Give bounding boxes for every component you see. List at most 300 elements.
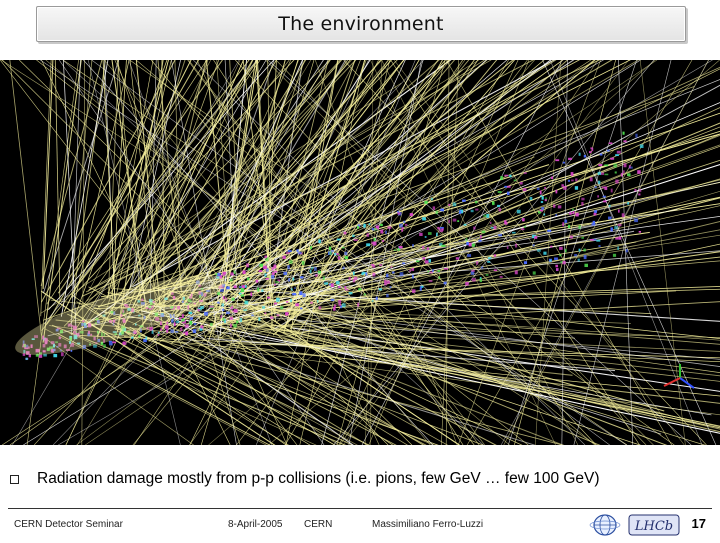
detector-hit	[180, 327, 182, 331]
detector-hit	[166, 329, 168, 333]
detector-hit	[505, 222, 508, 225]
detector-hit	[286, 301, 288, 303]
detector-hit	[297, 249, 299, 252]
detector-hit	[234, 309, 238, 313]
detector-hit	[540, 210, 543, 212]
detector-hit	[283, 272, 287, 275]
detector-hit	[568, 158, 572, 160]
detector-hit	[480, 279, 482, 283]
detector-hit	[581, 237, 584, 239]
detector-hit	[563, 162, 565, 164]
detector-hit	[629, 165, 631, 168]
detector-hit	[376, 297, 378, 300]
detector-hit	[419, 233, 422, 236]
detector-hit	[380, 224, 383, 226]
detector-hit	[524, 261, 527, 264]
detector-hit	[251, 314, 253, 316]
detector-hit	[345, 256, 348, 259]
detector-hit	[277, 314, 280, 316]
detector-hit	[467, 254, 471, 257]
detector-hit	[405, 224, 407, 226]
detector-hit	[464, 224, 467, 226]
detector-hit	[412, 289, 416, 293]
detector-hit	[522, 218, 525, 221]
detector-hit	[310, 246, 312, 249]
detector-hit	[282, 256, 285, 259]
detector-hit	[318, 239, 320, 243]
detector-hit	[615, 237, 618, 239]
detector-hit	[259, 264, 263, 267]
detector-hit	[507, 246, 509, 249]
detector-hit	[246, 263, 249, 267]
detector-hit	[483, 215, 486, 217]
detector-hit	[353, 272, 355, 276]
detector-hit	[314, 267, 317, 271]
detector-hit	[571, 172, 574, 176]
detector-hit	[439, 276, 441, 278]
detector-hit	[402, 227, 404, 229]
detector-hit	[627, 202, 629, 204]
detector-hit	[343, 267, 345, 269]
detector-hit	[537, 249, 541, 252]
detector-hit	[512, 232, 516, 234]
detector-hit	[523, 188, 526, 191]
detector-hit	[152, 330, 154, 334]
detector-hit	[302, 261, 305, 265]
detector-hit	[261, 289, 263, 292]
detector-hit	[432, 269, 434, 272]
detector-hit	[409, 269, 411, 272]
detector-hit	[471, 244, 475, 247]
detector-hit	[627, 173, 631, 176]
detector-hit	[623, 170, 625, 173]
detector-hit	[338, 256, 340, 260]
detector-hit	[500, 176, 503, 180]
detector-hit	[230, 305, 233, 309]
detector-hit	[391, 266, 393, 268]
detector-hit	[611, 189, 613, 193]
detector-hit	[412, 244, 414, 247]
footer-event: CERN Detector Seminar	[14, 519, 123, 530]
detector-hit	[507, 186, 511, 188]
detector-hit	[276, 298, 280, 302]
detector-hit	[584, 155, 586, 158]
detector-hit	[109, 342, 113, 345]
detector-hit	[185, 324, 189, 327]
detector-hit	[541, 201, 543, 203]
detector-hit	[428, 271, 430, 273]
detector-hit	[609, 205, 611, 207]
detector-hit	[123, 341, 127, 345]
detector-hit	[220, 315, 222, 318]
detector-hit	[428, 232, 432, 235]
detector-hit	[591, 223, 595, 225]
detector-hit	[239, 286, 242, 288]
detector-hit	[494, 254, 496, 257]
detector-hit	[280, 306, 283, 309]
detector-hit	[639, 231, 641, 233]
detector-hit	[456, 257, 459, 259]
detector-hit	[165, 325, 169, 329]
detector-hit	[537, 187, 540, 190]
detector-hit	[556, 190, 558, 194]
detector-hit	[242, 285, 245, 288]
detector-hit	[273, 265, 276, 269]
detector-hit	[555, 214, 557, 216]
detector-hit	[563, 186, 567, 190]
detector-hit	[640, 144, 644, 148]
detector-hit	[453, 219, 457, 222]
detector-hit	[264, 313, 266, 315]
detector-hit	[436, 233, 438, 237]
detector-hit	[581, 202, 583, 206]
detector-hit	[204, 312, 208, 316]
detector-hit	[482, 231, 486, 233]
detector-hit	[397, 211, 399, 213]
detector-hit	[555, 159, 559, 161]
detector-hit	[475, 201, 477, 203]
detector-hit	[399, 246, 403, 248]
detector-hit	[384, 280, 386, 282]
detector-hit	[198, 309, 200, 311]
detector-hit	[556, 268, 559, 271]
detector-hit	[171, 319, 173, 323]
detector-hit	[400, 272, 404, 276]
detector-hit	[138, 335, 140, 337]
detector-hit	[581, 198, 584, 201]
detector-hit	[372, 228, 375, 230]
detector-hit	[338, 286, 340, 288]
detector-hit	[222, 309, 224, 312]
detector-hit	[293, 278, 295, 281]
detector-hit	[439, 229, 443, 232]
detector-hit	[610, 158, 614, 160]
detector-hit	[256, 280, 259, 283]
detector-hit	[429, 280, 433, 282]
detector-hit	[317, 300, 319, 303]
detector-hit	[300, 276, 304, 278]
detector-hit	[533, 271, 536, 274]
detector-hit	[558, 205, 561, 208]
detector-hit	[189, 321, 192, 325]
lhcb-logo	[628, 512, 680, 543]
detector-hit	[324, 282, 328, 284]
detector-hit	[240, 318, 242, 322]
slide-title: The environment	[278, 13, 444, 35]
detector-hit	[568, 180, 570, 182]
detector-hit	[465, 282, 469, 286]
detector-hit	[338, 300, 341, 303]
detector-hit	[342, 247, 344, 249]
detector-hit	[509, 175, 511, 177]
detector-hit	[399, 224, 403, 228]
detector-hit	[540, 191, 542, 195]
detector-hit	[514, 180, 517, 182]
detector-hit	[538, 211, 541, 213]
detector-hit	[617, 246, 619, 250]
detector-hit	[250, 292, 252, 296]
detector-hit	[578, 259, 580, 262]
detector-hit	[615, 154, 619, 156]
detector-hit	[504, 175, 508, 177]
detector-hit	[369, 223, 371, 225]
detector-hit	[329, 247, 331, 250]
detector-hit	[590, 239, 594, 241]
detector-hit	[459, 210, 462, 213]
detector-hit	[166, 322, 168, 325]
detector-hit	[131, 337, 133, 339]
detector-hit	[358, 288, 361, 290]
detector-hit	[608, 217, 612, 220]
bullet-item	[8, 466, 708, 492]
detector-hit	[568, 225, 570, 228]
detector-hit	[200, 306, 204, 309]
detector-hit	[239, 293, 242, 295]
detector-hit	[444, 268, 448, 270]
detector-hit	[374, 228, 377, 230]
detector-hit	[553, 204, 555, 207]
detector-hit	[524, 226, 526, 228]
detector-hit	[579, 225, 581, 228]
detector-hit	[515, 270, 518, 274]
detector-hit	[433, 206, 435, 209]
detector-hit	[453, 202, 457, 206]
detector-hit	[382, 240, 384, 242]
detector-hit	[271, 275, 275, 278]
detector-hit	[422, 246, 424, 249]
detector-hit	[222, 272, 225, 276]
detector-hit	[379, 264, 382, 266]
detector-hit	[422, 217, 426, 220]
detector-hit	[595, 186, 597, 188]
detector-hit	[618, 224, 622, 226]
detector-hit	[372, 273, 375, 277]
detector-hit	[603, 200, 606, 202]
detector-hit	[357, 303, 359, 307]
detector-hit	[331, 299, 335, 301]
detector-hit	[639, 189, 642, 192]
detector-hit	[372, 300, 374, 302]
detector-hit	[299, 291, 302, 295]
detector-hit	[344, 232, 347, 235]
detector-hit	[373, 242, 377, 246]
detector-hit	[584, 255, 587, 259]
slide-title-box	[36, 6, 686, 42]
detector-hit	[183, 332, 185, 334]
detector-hit	[291, 288, 293, 290]
detector-hit	[349, 292, 353, 294]
detector-hit	[615, 180, 618, 184]
detector-hit	[288, 250, 292, 252]
detector-hit	[462, 200, 466, 202]
detector-hit	[559, 254, 561, 256]
detector-hit	[298, 252, 302, 255]
detector-hit	[258, 317, 260, 321]
detector-hit	[572, 209, 574, 211]
detector-hit	[441, 245, 445, 247]
detector-hit	[310, 269, 312, 273]
detector-hit	[236, 321, 238, 324]
detector-hit	[575, 186, 578, 190]
detector-hit	[448, 220, 450, 224]
detector-hit	[623, 132, 625, 135]
detector-hit	[562, 261, 565, 264]
detector-hit	[333, 307, 335, 311]
footer-date: 8-April-2005	[228, 519, 283, 530]
lhcb-logo-text: LHCb	[634, 519, 674, 534]
detector-hit	[403, 221, 405, 223]
detector-hit	[494, 226, 497, 230]
detector-hit	[222, 318, 224, 321]
detector-hit	[285, 312, 288, 315]
detector-hit	[598, 164, 602, 166]
detector-hit	[438, 270, 441, 272]
detector-hit	[319, 306, 322, 309]
detector-hit	[551, 177, 553, 179]
detector-hit	[550, 260, 552, 262]
detector-hit	[210, 323, 212, 326]
detector-hit	[584, 264, 588, 267]
detector-hit	[492, 201, 494, 204]
detector-hit	[457, 220, 459, 222]
detector-hit	[365, 272, 367, 275]
detector-hit	[331, 283, 334, 287]
detector-hit	[637, 170, 640, 174]
detector-hit	[145, 336, 147, 340]
detector-hit	[547, 230, 551, 232]
detector-hit	[331, 250, 334, 252]
detector-hit	[576, 213, 579, 217]
detector-hit	[385, 231, 387, 234]
detector-hit	[158, 334, 160, 336]
detector-hit	[469, 243, 472, 247]
detector-hit	[217, 273, 220, 276]
detector-hit	[471, 270, 475, 272]
detector-hit	[635, 134, 637, 138]
detector-hit	[329, 251, 331, 255]
detector-hit	[575, 178, 577, 181]
detector-hit	[543, 252, 546, 255]
detector-hit	[571, 180, 574, 182]
detector-hit	[262, 306, 265, 309]
detector-hit	[610, 227, 612, 231]
detector-hit	[524, 172, 527, 174]
detector-hit	[176, 321, 179, 323]
detector-hit	[499, 208, 501, 211]
detector-hit	[614, 226, 617, 229]
detector-hit	[185, 331, 188, 335]
detector-hit	[274, 284, 276, 286]
detector-hit	[210, 305, 214, 307]
detector-hit	[589, 151, 591, 153]
detector-hit	[292, 293, 296, 295]
detector-hit	[476, 261, 478, 264]
detector-hit	[379, 288, 382, 290]
detector-hit	[517, 210, 521, 214]
detector-hit	[372, 265, 375, 268]
detector-hit	[294, 287, 296, 289]
detector-hit	[540, 195, 542, 197]
detector-hit	[594, 213, 597, 216]
detector-hit	[344, 252, 347, 255]
detector-hit	[394, 249, 396, 251]
detector-hit	[357, 226, 359, 229]
detector-hit	[603, 196, 606, 198]
detector-hit	[481, 266, 483, 268]
detector-hit	[397, 212, 400, 214]
event-display-svg	[0, 60, 720, 445]
detector-hit	[559, 247, 563, 250]
detector-hit	[243, 270, 246, 274]
detector-hit	[241, 294, 244, 296]
detector-hit	[401, 229, 403, 231]
detector-hit	[263, 266, 267, 269]
detector-hit	[541, 207, 544, 210]
detector-hit	[342, 303, 346, 307]
detector-hit	[336, 253, 339, 255]
detector-hit	[613, 164, 617, 168]
detector-hit	[562, 222, 564, 226]
detector-hit	[617, 151, 621, 154]
detector-hit	[392, 271, 395, 273]
detector-hit	[498, 234, 502, 236]
detector-hit	[39, 355, 42, 358]
detector-hit	[264, 256, 267, 259]
detector-hit	[300, 307, 302, 309]
detector-hit	[352, 235, 354, 238]
detector-hit	[221, 303, 224, 306]
detector-hit	[26, 358, 28, 360]
detector-hit	[425, 260, 429, 263]
detector-hit	[623, 140, 626, 142]
detector-hit	[618, 237, 620, 240]
detector-hit	[590, 177, 593, 181]
event-display-image	[0, 60, 720, 445]
detector-hit	[345, 286, 347, 289]
detector-hit	[232, 298, 235, 301]
detector-hit	[507, 192, 510, 195]
detector-hit	[170, 329, 174, 333]
detector-hit	[225, 298, 227, 302]
detector-hit	[259, 270, 263, 272]
detector-hit	[598, 172, 601, 175]
detector-hit	[387, 280, 390, 283]
detector-hit	[412, 268, 414, 271]
detector-hit	[244, 301, 248, 305]
detector-hit	[618, 210, 620, 213]
detector-hit	[466, 238, 468, 242]
detector-hit	[182, 319, 185, 322]
detector-hit	[534, 236, 537, 239]
detector-hit	[366, 233, 369, 237]
detector-hit	[555, 265, 558, 268]
bullet-text: Radiation damage mostly from p-p collisions (i.e. pions, few GeV … few 100 GeV)	[37, 470, 600, 487]
detector-hit	[182, 314, 184, 318]
detector-hit	[609, 142, 613, 144]
detector-hit	[248, 268, 250, 270]
detector-hit	[194, 323, 197, 325]
detector-hit	[310, 302, 313, 304]
detector-hit	[602, 186, 605, 188]
detector-hit	[364, 293, 366, 295]
detector-hit	[61, 352, 64, 356]
detector-hit	[579, 249, 581, 252]
detector-hit	[638, 193, 640, 195]
detector-hit	[179, 317, 182, 319]
detector-hit	[564, 220, 567, 223]
detector-hit	[288, 278, 290, 282]
detector-hit	[266, 278, 269, 280]
